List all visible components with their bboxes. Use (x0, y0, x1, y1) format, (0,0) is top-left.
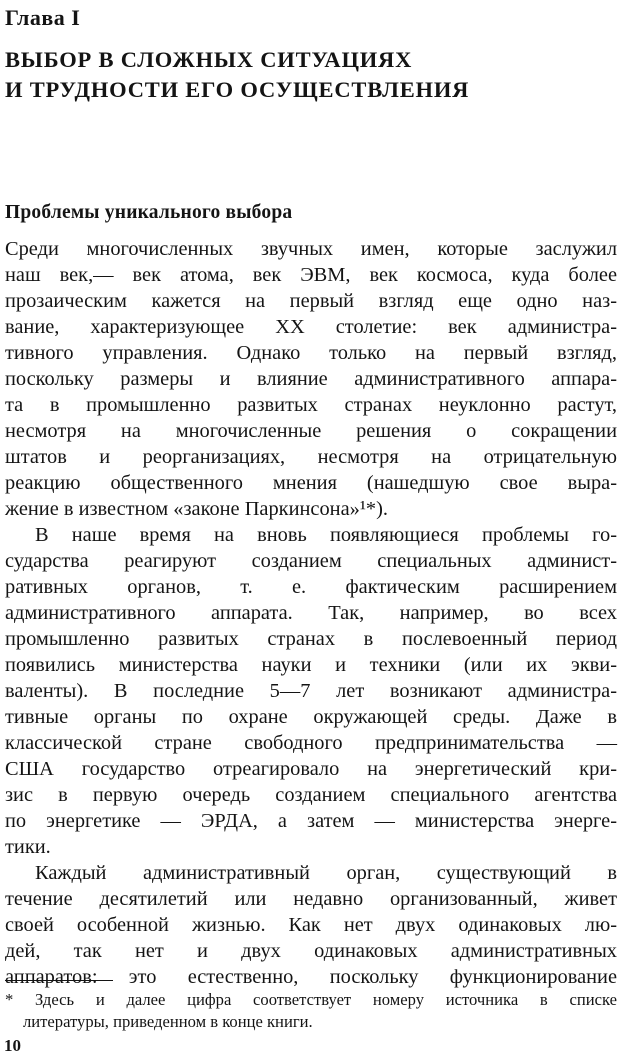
paragraph-1 (5, 236, 617, 522)
text-line: несмотря на многочисленные решения о сокращении (5, 420, 617, 442)
paragraph-3 (5, 860, 617, 990)
text-line: вание, характеризующее XX столетие: век администра- (5, 316, 617, 338)
text-line: та в промышленно развитых странах неуклонно растут, (5, 394, 617, 416)
page-number: 10 (4, 1036, 21, 1055)
text-line: В наше время на вновь появляющиеся проблемы го- (35, 524, 617, 546)
text-line: дей, так нет и двух одинаковых административных (5, 940, 617, 962)
chapter-title (5, 45, 469, 105)
text-line: аппаратов: это естественно, поскольку функционирование (5, 966, 617, 988)
text-line: зис в первую очередь созданием специального агентства (5, 784, 617, 806)
footnote-line: литературы, приведенном в конце книги. (23, 1012, 313, 1031)
chapter-label: Глава I (5, 5, 81, 30)
body-text (5, 236, 617, 990)
text-line: появились министерства науки и техники (или их экви- (5, 654, 617, 676)
text-line: тивные органы по охране окружающей среды. Даже в (5, 706, 617, 728)
text-line: промышленно развитых странах в послевоенный период (5, 628, 617, 650)
text-line: административного аппарата. Так, например, во всех (5, 602, 617, 624)
text-line: классической стране свободного предпринимательства — (5, 732, 617, 754)
text-line: сударства реагируют созданием специальных админист- (5, 550, 617, 572)
section-heading: Проблемы уникального выбора (5, 202, 293, 223)
text-line: штатов и реорганизациях, несмотря на отрицательную (5, 446, 617, 468)
chapter-title-line: ВЫБОР В СЛОЖНЫХ СИТУАЦИЯХ (5, 47, 413, 72)
text-line: ративных органов, т. е. фактическим расширением (5, 576, 617, 598)
text-line: наш век,— век атома, век ЭВМ, век космоса, куда более (5, 264, 617, 286)
footnote-rule (5, 980, 113, 981)
text-line: поскольку размеры и влияние административного аппара- (5, 368, 617, 390)
footnote (5, 989, 617, 1033)
text-line: валенты). В последние 5—7 лет возникают администра- (5, 680, 617, 702)
text-line: прозаическим кажется на первый взгляд еще одно наз- (5, 290, 617, 312)
text-line: тики. (5, 836, 51, 858)
text-line: течение десятилетий или недавно организованный, живет (5, 888, 617, 910)
text-line: Среди многочисленных звучных имен, которые заслужил (5, 238, 617, 260)
text-line: реакцию общественного мнения (нашедшую свое выра- (5, 472, 617, 494)
text-line: тивного управления. Однако только на первый взгляд, (5, 342, 617, 364)
chapter-title-line: И ТРУДНОСТИ ЕГО ОСУЩЕСТВЛЕНИЯ (5, 77, 470, 102)
text-line: Каждый административный орган, существующий в (35, 862, 617, 884)
paragraph-2 (5, 522, 617, 860)
text-line: жение в известном «законе Паркинсона»¹*). (5, 498, 389, 520)
text-line: США государство отреагировало на энергетический кри- (5, 758, 617, 780)
text-line: по энергетике — ЭРДА, а затем — министерства энерге- (5, 810, 617, 832)
footnote-line: * Здесь и далее цифра соответствует номеру источника в списке (5, 990, 617, 1009)
text-line: своей особенной жизнью. Как нет двух одинаковых лю- (5, 914, 617, 936)
